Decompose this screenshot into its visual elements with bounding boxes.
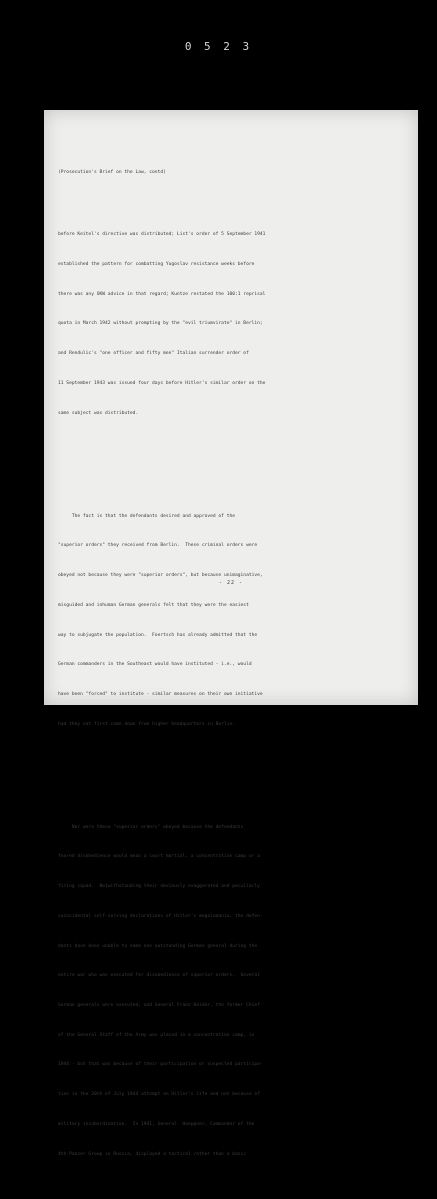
text-line: The fact is that the defendants desired and approved of the — [58, 513, 236, 519]
text-line: and Rendulic's "one officer and fifty men" Italian surrender order of — [58, 351, 249, 357]
text-line: 1944 - but that was because of their participation or suspected participa- — [58, 1062, 263, 1068]
text-line: "superior orders" they received from Berlin. These criminal orders were — [58, 543, 258, 549]
text-line: there was any OKW advice in that regard; Kuntze restated the 100:1 reprisal — [58, 291, 266, 297]
document-header: (Prosecution's Brief on the Law, contd) — [58, 169, 166, 175]
text-line: 11 September 1943 was issued four days before Hitler's similar order on the — [58, 380, 266, 386]
text-line: established the pattern for combatting Yugoslav resistance weeks before — [58, 261, 255, 267]
document-body — [58, 148, 400, 1199]
text-line: had they not first come down from higher headquarters in Berlin. — [58, 721, 236, 727]
text-line: entire war who was executed for disobedience of superior orders. Several — [58, 973, 260, 979]
paragraph-2 — [58, 492, 400, 750]
text-line: German generals were executed, and General Franz Halder, the former Chief — [58, 1003, 260, 1009]
paragraph-spacer — [58, 769, 400, 773]
text-line: coincidental self-serving declarations of Hitler's megalomania, the defen- — [58, 913, 263, 919]
text-line: have been "forced" to institute - similar measures on their own initiative — [58, 691, 263, 697]
text-line: same subject was distributed. — [58, 410, 139, 416]
text-line: German commanders in the Southeast would have instituted - i.e., would — [58, 662, 252, 668]
page-number: - 22 - — [218, 580, 244, 586]
text-line: military insubordination. In 1941, General Hoeppner, Commander of the — [58, 1121, 255, 1127]
text-line: way to subjugate the population. Foertsch has already admitted that the — [58, 632, 258, 638]
text-line: of the General Staff of the Army was placed in a concentration camp, in — [58, 1032, 255, 1038]
text-line: obeyed not because they were "superior orders", but because unimaginative, — [58, 573, 263, 579]
text-line: Nor were these "superior orders" obeyed because the defendants — [58, 824, 244, 830]
microfilm-frame-number: 0 5 2 3 — [184, 40, 253, 53]
paragraph-spacer — [58, 458, 400, 462]
paragraph-1 — [58, 210, 400, 438]
text-line: misguided and inhuman German generals felt that they were the easiest — [58, 602, 249, 608]
text-line: 4th Panzer Group in Russia, displayed a tactical rather than a basic — [58, 1151, 247, 1157]
text-line: feared disobedience would mean a court martial, a concentration camp or a — [58, 854, 260, 860]
text-line: tion in the 20th of July 1944 attempt on Hitler's life and not because of — [58, 1092, 260, 1098]
paragraph-3 — [58, 803, 400, 1179]
text-line: quota in March 1942 without prompting by the "evil triumvirate" in Berlin; — [58, 321, 263, 327]
document-page — [44, 110, 418, 1157]
text-line: dants have been unable to name one outstanding German general during the — [58, 943, 258, 949]
text-line: before Keitel's directive was distributed; List's order of 5 September 1941 — [58, 232, 266, 238]
text-line: firing squad. Notwithstanding their obviously exaggerated and peculiarly — [58, 884, 260, 890]
